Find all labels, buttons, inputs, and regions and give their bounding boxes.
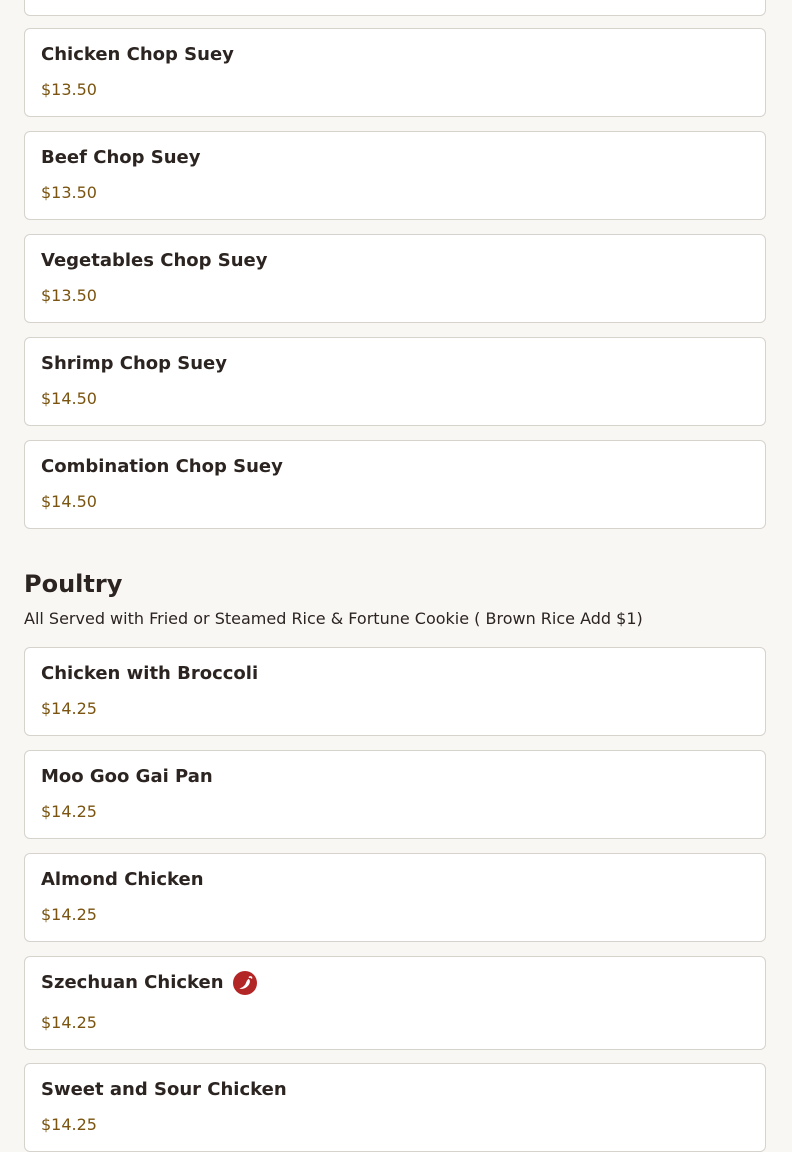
menu-item-card[interactable] <box>24 337 766 426</box>
menu-item-price: $14.25 <box>41 1013 97 1032</box>
section-description: All Served with Fried or Steamed Rice & Fortune Cookie ( Brown Rice Add $1) <box>24 609 643 628</box>
menu-item-price: $14.25 <box>41 1115 97 1134</box>
menu-item-name: Chicken Chop Suey <box>41 44 234 65</box>
menu-item-card[interactable] <box>24 853 766 942</box>
section-title: Poultry <box>24 570 123 598</box>
menu-item-price: $13.50 <box>41 80 97 99</box>
menu-item-card[interactable] <box>24 750 766 839</box>
menu-item-card[interactable] <box>24 28 766 117</box>
menu-item-name: Chicken with Broccoli <box>41 663 259 684</box>
menu-item-card-partial[interactable] <box>24 0 766 16</box>
menu-item-card[interactable] <box>24 131 766 220</box>
menu-item-name-row <box>41 971 257 995</box>
menu-item-card[interactable] <box>24 956 766 1050</box>
menu-item-name: Shrimp Chop Suey <box>41 353 227 374</box>
menu-item-name: Moo Goo Gai Pan <box>41 766 213 787</box>
menu-item-card[interactable] <box>24 1063 766 1152</box>
menu-item-name: Combination Chop Suey <box>41 456 283 477</box>
menu-item-name: Sweet and Sour Chicken <box>41 1079 287 1100</box>
menu-item-card[interactable] <box>24 234 766 323</box>
menu-item-price: $14.25 <box>41 905 97 924</box>
spicy-chili-icon <box>233 971 257 995</box>
menu-item-name: Beef Chop Suey <box>41 147 201 168</box>
menu-item-price: $14.50 <box>41 492 97 511</box>
menu-item-price: $13.50 <box>41 183 97 202</box>
menu-item-price: $14.25 <box>41 699 97 718</box>
menu-item-name: Vegetables Chop Suey <box>41 250 268 271</box>
menu-item-name: Almond Chicken <box>41 869 204 890</box>
menu-item-price: $14.25 <box>41 802 97 821</box>
menu-item-card[interactable] <box>24 440 766 529</box>
menu-item-card[interactable] <box>24 647 766 736</box>
menu-item-price: $13.50 <box>41 286 97 305</box>
menu-item-name: Szechuan Chicken <box>41 972 224 993</box>
menu-item-price: $14.50 <box>41 389 97 408</box>
